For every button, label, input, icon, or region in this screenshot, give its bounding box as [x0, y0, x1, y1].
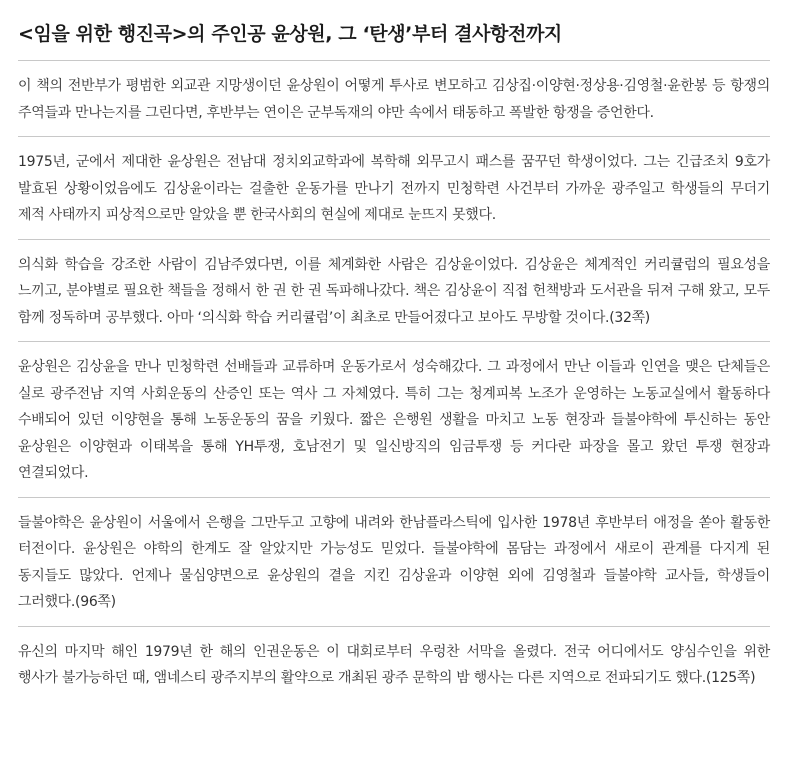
- paragraph-3: 의식화 학습을 강조한 사람이 김남주였다면, 이를 체계화한 사람은 김상윤이었다. 김상윤은 체계적인 커리큘럼의 필요성을 느끼고, 분야별로 필요한 책들을 정해서 한 권 한 권 독파해나갔다. 책은 김상윤이 직접 헌책방과 도서관을 뒤져 구해 왔고, 모두 함께 정독하며 공부했다. 아마 ‘의식화 학습 커리큘럼’이 최초로 만들어졌다고 보아도 무방할 것이다.(32쪽): [18, 256, 770, 326]
- paragraph-6: 유신의 마지막 해인 1979년 한 해의 인권운동은 이 대회로부터 우렁찬 서막을 올렸다. 전국 어디에서도 양심수인을 위한 행사가 불가능하던 때, 앰네스티 광주지부의 활약으로 개최된 광주 문학의 밤 행사는 다른 지역으로 전파되기도 했다.(125쪽): [18, 643, 770, 686]
- paragraph-1: 이 책의 전반부가 평범한 외교관 지망생이던 윤상원이 어떻게 투사로 변모하고 김상집·이양현·정상용·김영철·윤한봉 등 항쟁의 주역들과 만나는지를 그린다면, 후반부는 연이은 군부독재의 야만 속에서 태동하고 폭발한 항쟁을 증언한다.: [18, 78, 770, 121]
- paragraph-4: 윤상원은 김상윤을 만나 민청학련 선배들과 교류하며 운동가로서 성숙해갔다. 그 과정에서 만난 이들과 인연을 맺은 단체들은 실로 광주전남 지역 사회운동의 산증인 또는 역사 그 자체였다. 특히 그는 청계피복 노조가 운영하는 노동교실에서 활동하다 수배되어 있던 이양현을 통해 노동운동의 꿈을 키웠다. 짧은 은행원 생활을 마치고 노동 현장과 들불야학에 투신하는 동안 윤상원은 이양현과 이태복을 통해 YH투쟁, 호남전기 및 일신방직의 임금투쟁 등 커다란 파장을 몰고 왔던 투쟁 현장과 연결되었다.: [18, 359, 770, 481]
- article-title: <임을 위한 행진곡>의 주인공 윤상원, 그 ‘탄생’부터 결사항전까지: [18, 23, 562, 45]
- paragraph-5: 들불야학은 윤상원이 서울에서 은행을 그만두고 고향에 내려와 한남플라스틱에 입사한 1978년 후반부터 애정을 쏟아 활동한 터전이다. 윤상원은 야학의 한계도 잘 알았지만 가능성도 믿었다. 들불야학에 몸담는 과정에서 새로이 관계를 다지게 된 동지들도 많았다. 언제나 물심양면으로 윤상원의 곁을 지킨 김상윤과 이양현 외에 김영철과 들불야학 교사들, 학생들이 그러했다.(96쪽): [18, 514, 770, 610]
- paragraph-2: 1975년, 군에서 제대한 윤상원은 전남대 정치외교학과에 복학해 외무고시 패스를 꿈꾸던 학생이었다. 그는 긴급조치 9호가 발효된 상황이었음에도 김상윤이라는 걸출한 운동가를 만나기 전까지 민청학련 사건부터 가까운 광주일고 학생들의 무더기 제적 사태까지 피상적으로만 알았을 뿐 한국사회의 현실에 제대로 눈뜨지 못했다.: [18, 154, 770, 223]
